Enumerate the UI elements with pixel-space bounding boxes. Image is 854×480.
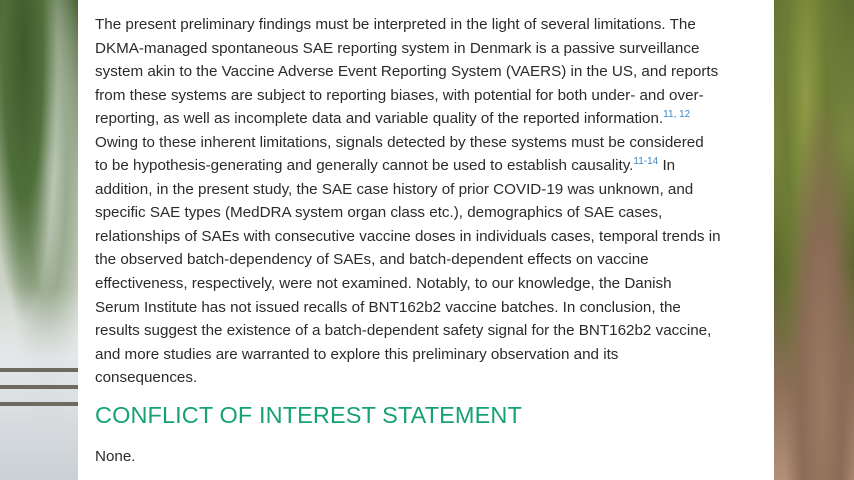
paragraph-line: effectiveness, respectively, were not examined. Notably, to our knowledge, the Danish <box>95 275 672 293</box>
reference-link-11-14[interactable]: 11-14 <box>633 156 659 168</box>
paragraph-line: DKMA-managed spontaneous SAE reporting system in Denmark is a passive surveillance <box>95 39 700 57</box>
reference-link-11[interactable]: 11 <box>663 109 674 121</box>
paragraph-line: the observed batch-dependency of SAEs, and batch-dependent effects on vaccine <box>95 251 649 269</box>
document-page <box>78 0 774 480</box>
section-heading: CONFLICT OF INTEREST STATEMENT <box>95 402 522 428</box>
paragraph-line: consequences. <box>95 369 198 387</box>
paragraph-line: The present preliminary findings must be interpreted in the light of several limitations. The <box>95 16 696 33</box>
paragraph-text: reporting, as well as incomplete data and variable quality of the reported information. <box>95 110 664 128</box>
paragraph-line: Owing to these inherent limitations, signals detected by these systems must be considered <box>95 133 704 151</box>
paragraph-line: results suggest the existence of a batch-dependent safety signal for the BNT162b2 vaccine, <box>95 322 712 340</box>
paragraph-line-with-refs <box>95 107 767 131</box>
reference-link-12[interactable]: 12 <box>679 109 691 121</box>
background-railing <box>0 402 78 406</box>
paragraph-line: relationships of SAEs with consecutive vaccine doses in individuals cases, temporal trends in <box>95 227 721 245</box>
paragraph-line: specific SAE types (MedDRA system organ class etc.), demographics of SAE cases, <box>95 204 663 222</box>
background-left-photo <box>0 0 78 480</box>
paragraph-line: from these systems are subject to reporting biases, with potential for both under- and over- <box>95 86 704 104</box>
paragraph-line: system akin to the Vaccine Adverse Event Reporting System (VAERS) in the US, and reports <box>95 63 719 81</box>
section-body: None. <box>95 448 136 465</box>
paragraph-line: addition, in the present study, the SAE case history of prior COVID-19 was unknown, and <box>95 180 694 198</box>
reference-separator: , <box>673 109 680 121</box>
background-right-photo <box>774 0 854 480</box>
paragraph-text: In <box>658 157 676 175</box>
background-railing <box>0 385 78 389</box>
paragraph-text: to be hypothesis-generating and generally cannot be used to establish causality. <box>95 157 634 175</box>
limitations-paragraph <box>95 13 767 390</box>
paragraph-line: and more studies are warranted to explore this preliminary observation and its <box>95 345 619 363</box>
paragraph-line: Serum Institute has not issued recalls of BNT162b2 vaccine batches. In conclusion, the <box>95 298 681 316</box>
paragraph-line-with-refs <box>95 154 767 178</box>
background-railing <box>0 368 78 372</box>
